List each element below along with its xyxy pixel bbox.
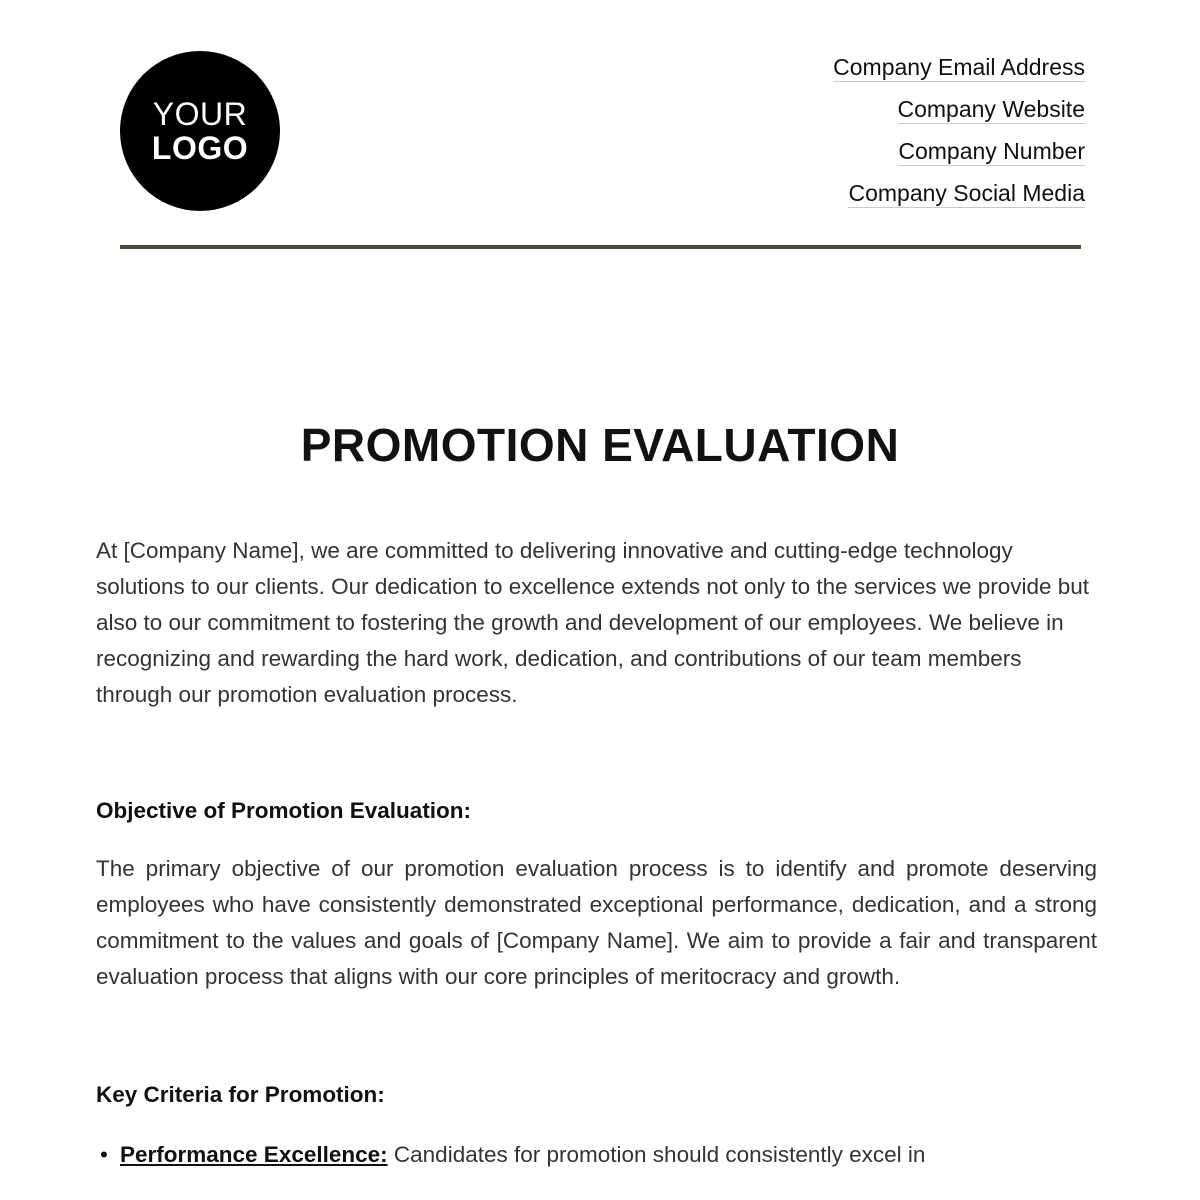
company-number-link[interactable]: Company Number (898, 138, 1085, 164)
header-divider (120, 245, 1081, 249)
document-title: PROMOTION EVALUATION (300, 419, 900, 471)
company-contact-block (833, 54, 1085, 222)
company-logo (120, 51, 280, 211)
criteria-list (96, 1137, 1097, 1173)
objective-heading: Objective of Promotion Evaluation: (96, 798, 472, 823)
intro-paragraph: At [Company Name], we are committed to delivering innovative and cutting-edge technology solutions to our clients. Our dedication to excellence extends not only to the services we provide but also to our commitment to fostering the growth and development of our employees. We believe in recognizing and rewarding the hard work, dedication, and contributions of our team members through our promotion evaluation process. (96, 538, 1090, 707)
criteria-list-item (96, 1137, 1097, 1173)
criteria-term: Performance Excellence: (120, 1142, 388, 1167)
company-email-link[interactable]: Company Email Address (833, 54, 1085, 80)
objective-paragraph: The primary objective of our promotion evaluation process is to identify and promote deserving employees who have consistently demonstrated exceptional performance, dedication, and a strong commitment to the values and goals of [Company Name]. We aim to provide a fair and transparent evaluation process that aligns with our core principles of meritocracy and growth. (96, 856, 1097, 989)
logo-text-line2: LOGO (151, 130, 249, 166)
company-social-media-link[interactable]: Company Social Media (848, 180, 1085, 206)
criteria-text: Candidates for promotion should consistently excel in (393, 1142, 926, 1167)
document-body (96, 533, 1097, 1173)
criteria-heading: Key Criteria for Promotion: (96, 1082, 385, 1107)
company-website-link[interactable]: Company Website (897, 96, 1085, 122)
logo-text-line1: YOUR (152, 96, 248, 132)
